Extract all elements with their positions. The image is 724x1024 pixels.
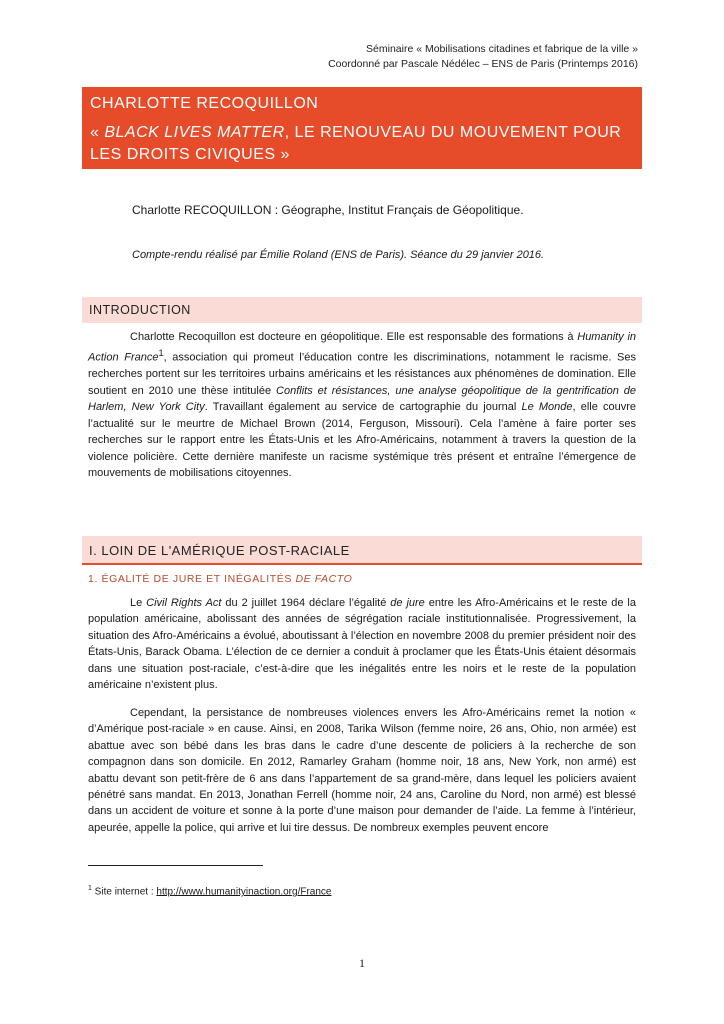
footnote-mark: 1 <box>88 885 92 892</box>
thesis-title: Conflits et résistances, une analyse géopolitique de la gentrification de Harlem, New York City <box>88 384 636 414</box>
section-heading-1: I. LOIN DE L'AMÉRIQUE POST-RACIALE <box>82 536 642 565</box>
de-jure: de jure <box>390 597 425 609</box>
title-quote-open: « <box>90 124 105 141</box>
section-heading-introduction: INTRODUCTION <box>82 297 642 323</box>
author-name: CHARLOTTE RECOQUILLON <box>90 95 319 112</box>
footnote-ref[interactable]: 1 <box>158 348 164 359</box>
intro-paragraph <box>88 329 636 481</box>
civil-rights-act: Civil Rights Act <box>146 597 222 609</box>
header-coordinator-line: Coordonné par Pascale Nédélec – ENS de Paris (Printemps 2016) <box>328 58 638 70</box>
p2-text: Cependant, la persistance de nombreuses violences envers les Afro-Américains remet la notion « d’Amérique post-raciale » en cause. Ainsi, en 2008, Tarika Wilson (femme noire, 26 ans, Ohio, non armée) est abattue avec son bébé dans les bras dans le cadre d’une descente de policiers à la recherche de son compagnon dans son domicile. En 2012, Ramarley Graham (homme noir, 18 ans, New York, non armé) est abattu devant son petit-frère de 6 ans dans l’appartement de sa grand-mère, dans lequel les policiers avaient pénétré sans mandat. En 2013, Jonathan Ferrell (homme noir, 24 ans, Caroline du Nord, non armé) est blessé dans un accident de voiture et sonne à la porte d’une maison pour demander de l’aide. La femme à l’intérieur, apeurée, appelle la police, qui arrive et lui tire dessus. De nombreux exemples peuvent encore <box>88 707 636 834</box>
talk-title <box>90 122 634 166</box>
intro-text-a: Charlotte Recoquillon est docteure en géopolitique. Elle est responsable des formations à <box>130 331 578 343</box>
running-header <box>328 42 638 72</box>
intro-text-c: , association qui promeut l’éducation contre les discriminations, notamment le racisme. Ses recherches portent sur les territoires urbains américains et les résistances aux phénomènes de domination. Elle soutient en 2010 une thèse intitulée <box>88 352 636 397</box>
paragraph-violence-examples <box>88 705 636 836</box>
title-banner <box>82 87 642 169</box>
header-seminar-line: Séminaire « Mobilisations citadines et fabrique de la ville » <box>366 43 638 55</box>
subsection-heading-1-1 <box>88 573 352 585</box>
intro-org-name: Humanity in Action France <box>88 331 637 365</box>
subsection-text: 1. ÉGALITÉ DE JURE ET INÉGALITÉS <box>88 573 296 585</box>
intro-text-e: . Travaillant également au service de cartographie du journal <box>204 401 522 414</box>
title-italic-part: BLACK LIVES MATTER <box>104 124 285 141</box>
title-rest: , LE RENOUVEAU DU MOUVEMENT POUR LES DROITS CIVIQUES » <box>90 124 622 163</box>
speaker-affiliation: Charlotte RECOQUILLON : Géographe, Institut Français de Géopolitique. <box>132 203 524 217</box>
p1-text-c: du 2 juillet 1964 déclare l’égalité <box>221 597 391 609</box>
p1-text-e: entre les Afro-Américains et le reste de la population américaine, abolissant des années de ségrégation raciale institutionnalisée. Progressivement, la situation des Afro-Américains a évolué, aboutissant à l’élection en novembre 2008 du premier président noir des États-Unis, Barack Obama. L’élection de ce dernier a conduit à proclamer que les États-Unis étaient désormais dans une situation post-raciale, c’est-à-dire que les inégalités entre les noirs et le reste de la population américaine n’existent plus. <box>88 597 636 692</box>
footnote-label: Site internet : <box>91 886 157 898</box>
intro-text-g: , elle couvre l’actualité sur le meurtre de Michael Brown (2014, Ferguson, Missouri). Cela l’amène à faire porter ses recherches sur le rapport entre les États-Unis et les Afro-Américains, notamment à travers la question de la violence policière. Cette dernière manifeste un racisme systémique très présent et entraîne l’émergence de mouvements de mobilisations citoyennes. <box>88 401 636 479</box>
newspaper-name: Le Monde <box>521 401 573 414</box>
footnote <box>88 885 331 897</box>
footnote-separator <box>88 865 263 866</box>
footnote-link[interactable]: http://www.humanityinaction.org/France <box>156 886 332 898</box>
subsection-italic: DE FACTO <box>295 573 353 585</box>
p1-text-a: Le <box>130 597 147 609</box>
paragraph-civil-rights <box>88 595 636 693</box>
report-credit: Compte-rendu réalisé par Émilie Roland (ENS de Paris). Séance du 29 janvier 2016. <box>132 249 545 261</box>
page-number: 1 <box>359 956 365 970</box>
